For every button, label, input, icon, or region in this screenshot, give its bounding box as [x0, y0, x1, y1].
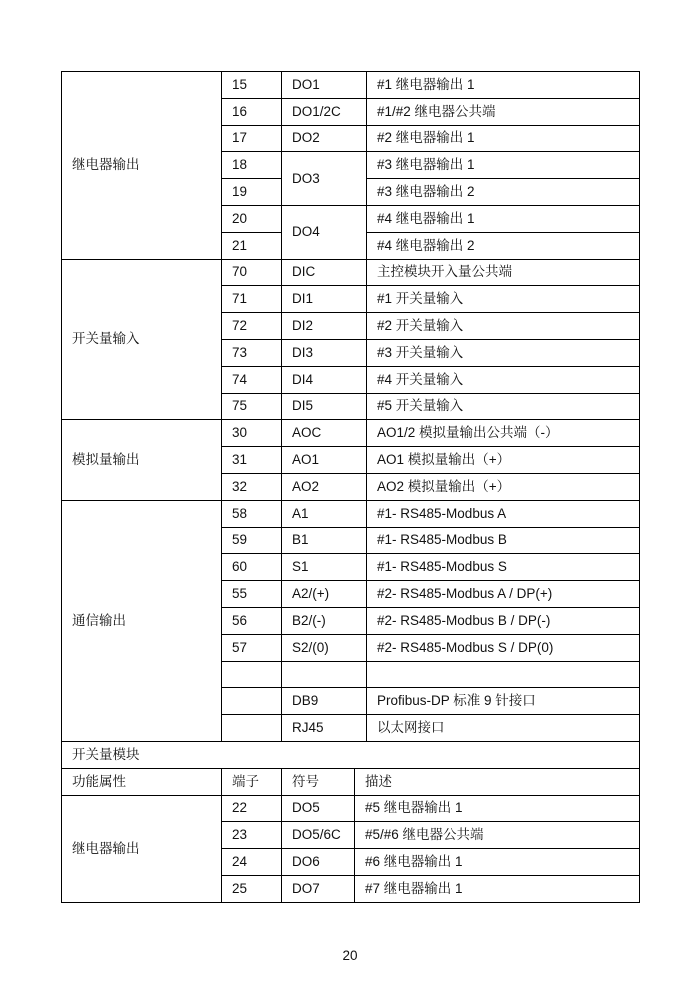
section-title: 开关量模块 — [62, 741, 640, 768]
description-cell: #1 继电器输出 1 — [367, 72, 640, 99]
symbol-cell: B2/(-) — [282, 607, 367, 634]
terminal-cell: 18 — [222, 152, 282, 179]
function-cell: 继电器输出 — [62, 72, 222, 260]
terminal-cell: 57 — [222, 634, 282, 661]
description-cell: #2 继电器输出 1 — [367, 125, 640, 152]
description-cell: #5 开关量输入 — [367, 393, 640, 420]
terminal-cell: 75 — [222, 393, 282, 420]
table-row — [62, 420, 640, 447]
page-number: 20 — [342, 948, 358, 963]
description-cell: #3 开关量输入 — [367, 339, 640, 366]
function-cell: 通信输出 — [62, 500, 222, 741]
terminal-cell: 71 — [222, 286, 282, 313]
description-cell: #3 继电器输出 2 — [367, 179, 640, 206]
symbol-cell: S1 — [282, 554, 367, 581]
symbol-cell: DO5/6C — [282, 822, 355, 849]
symbol-cell: S2/(0) — [282, 634, 367, 661]
symbol-cell: AO1 — [282, 447, 367, 474]
terminal-table — [61, 71, 640, 903]
symbol-cell: DO6 — [282, 849, 355, 876]
symbol-cell: DI2 — [282, 313, 367, 340]
table-row — [62, 72, 640, 99]
terminal-cell: 20 — [222, 205, 282, 232]
table-row — [62, 259, 640, 286]
symbol-cell: DO1/2C — [282, 98, 367, 125]
description-cell: #2- RS485-Modbus B / DP(-) — [367, 607, 640, 634]
symbol-cell: DIC — [282, 259, 367, 286]
section-title-row — [62, 741, 640, 768]
description-cell: #1- RS485-Modbus S — [367, 554, 640, 581]
symbol-cell: DO7 — [282, 875, 355, 902]
description-cell: AO2 模拟量输出（+） — [367, 473, 640, 500]
description-cell: 主控模块开入量公共端 — [367, 259, 640, 286]
symbol-cell: DI4 — [282, 366, 367, 393]
symbol-cell: A1 — [282, 500, 367, 527]
symbol-cell: DO1 — [282, 72, 367, 99]
terminal-cell: 16 — [222, 98, 282, 125]
symbol-cell: DO3 — [282, 152, 367, 206]
symbol-cell: DI1 — [282, 286, 367, 313]
description-cell: #1/#2 继电器公共端 — [367, 98, 640, 125]
symbol-cell: B1 — [282, 527, 367, 554]
symbol-cell: DO4 — [282, 205, 367, 259]
terminal-cell: 15 — [222, 72, 282, 99]
function-cell: 开关量输入 — [62, 259, 222, 420]
terminal-cell: 60 — [222, 554, 282, 581]
terminal-cell: 31 — [222, 447, 282, 474]
description-cell: #5 继电器输出 1 — [355, 795, 640, 822]
description-cell: AO1 模拟量输出（+） — [367, 447, 640, 474]
description-cell: AO1/2 模拟量输出公共端（-） — [367, 420, 640, 447]
terminal-cell: 55 — [222, 581, 282, 608]
description-cell: #3 继电器输出 1 — [367, 152, 640, 179]
description-cell: #1 开关量输入 — [367, 286, 640, 313]
description-cell: #4 继电器输出 1 — [367, 205, 640, 232]
terminal-cell: 21 — [222, 232, 282, 259]
description-cell: #1- RS485-Modbus B — [367, 527, 640, 554]
terminal-cell: 17 — [222, 125, 282, 152]
symbol-cell: DI5 — [282, 393, 367, 420]
table-row — [62, 500, 640, 527]
symbol-cell: A2/(+) — [282, 581, 367, 608]
terminal-cell: 56 — [222, 607, 282, 634]
description-cell: #2- RS485-Modbus A / DP(+) — [367, 581, 640, 608]
function-cell: 继电器输出 — [62, 795, 222, 902]
description-cell: 以太网接口 — [367, 715, 640, 742]
symbol-cell — [282, 661, 367, 688]
terminal-cell: 19 — [222, 179, 282, 206]
terminal-cell: 70 — [222, 259, 282, 286]
terminal-cell: 73 — [222, 339, 282, 366]
description-cell: #1- RS485-Modbus A — [367, 500, 640, 527]
terminal-cell: 59 — [222, 527, 282, 554]
header-function: 功能属性 — [62, 768, 222, 795]
terminal-cell: 22 — [222, 795, 282, 822]
symbol-cell: DO2 — [282, 125, 367, 152]
symbol-cell: DO5 — [282, 795, 355, 822]
header-terminal: 端子 — [222, 768, 282, 795]
description-cell: #5/#6 继电器公共端 — [355, 822, 640, 849]
symbol-cell: DB9 — [282, 688, 367, 715]
terminal-cell: 25 — [222, 875, 282, 902]
terminal-cell: 24 — [222, 849, 282, 876]
description-cell — [367, 661, 640, 688]
terminal-cell: 72 — [222, 313, 282, 340]
description-cell: #2- RS485-Modbus S / DP(0) — [367, 634, 640, 661]
function-cell: 模拟量输出 — [62, 420, 222, 500]
symbol-cell: AOC — [282, 420, 367, 447]
description-cell: #7 继电器输出 1 — [355, 875, 640, 902]
terminal-cell: 58 — [222, 500, 282, 527]
description-cell: Profibus-DP 标准 9 针接口 — [367, 688, 640, 715]
table-row — [62, 795, 640, 822]
header-symbol: 符号 — [282, 768, 355, 795]
terminal-cell: 23 — [222, 822, 282, 849]
terminal-cell — [222, 661, 282, 688]
terminal-cell: 32 — [222, 473, 282, 500]
description-cell: #6 继电器输出 1 — [355, 849, 640, 876]
symbol-cell: RJ45 — [282, 715, 367, 742]
terminal-cell — [222, 688, 282, 715]
header-description: 描述 — [355, 768, 640, 795]
symbol-cell: AO2 — [282, 473, 367, 500]
header-row — [62, 768, 640, 795]
description-cell: #4 继电器输出 2 — [367, 232, 640, 259]
symbol-cell: DI3 — [282, 339, 367, 366]
description-cell: #4 开关量输入 — [367, 366, 640, 393]
terminal-cell — [222, 715, 282, 742]
terminal-cell: 30 — [222, 420, 282, 447]
description-cell: #2 开关量输入 — [367, 313, 640, 340]
terminal-cell: 74 — [222, 366, 282, 393]
